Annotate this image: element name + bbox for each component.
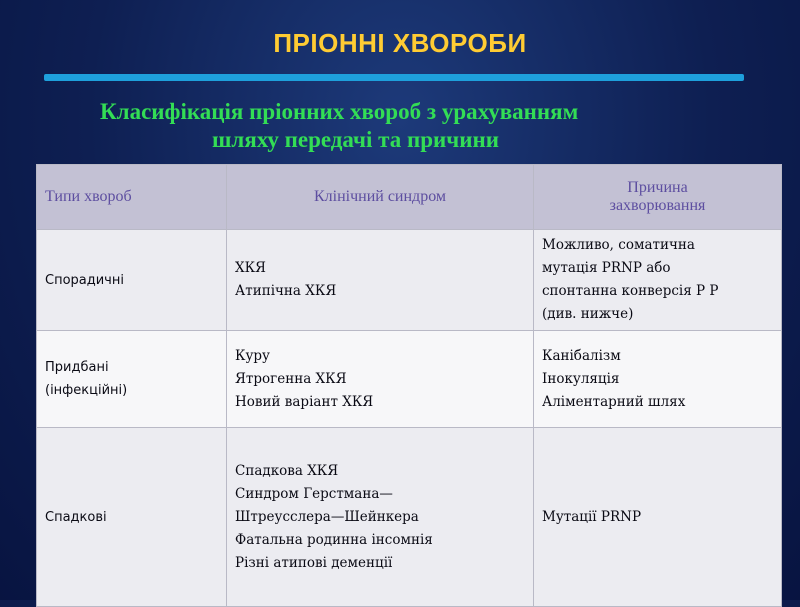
cell-line: (див. нижче) bbox=[542, 306, 634, 322]
cell-line: Новий варіант ХКЯ bbox=[235, 393, 374, 410]
classification-table bbox=[36, 164, 782, 607]
cell-line: (інфекційні) bbox=[45, 383, 128, 398]
cell-line: Можливо, соматична bbox=[542, 237, 695, 253]
cell-line: Ятрогенна ХКЯ bbox=[235, 370, 347, 387]
header-disease-types-label: Типи хвороб bbox=[45, 188, 132, 205]
table-row bbox=[37, 230, 782, 331]
cell-line: Придбані bbox=[45, 360, 109, 375]
table-header-row bbox=[37, 165, 782, 230]
header-cause-line-1: Причина bbox=[627, 179, 688, 196]
cell-cause bbox=[534, 331, 782, 428]
cell-line: Куру bbox=[235, 347, 270, 364]
cell-type bbox=[37, 331, 227, 428]
header-clinical-syndrome-label: Клінічний синдром bbox=[313, 188, 447, 205]
cell-syndrome bbox=[227, 230, 534, 331]
cell-line: Канібалізм bbox=[542, 347, 621, 364]
cell-line: Аліментарний шлях bbox=[542, 393, 686, 410]
cell-type bbox=[37, 428, 227, 607]
header-cause-line-2: захворювання bbox=[609, 197, 706, 214]
subtitle-line-2: шляху передачі та причини bbox=[212, 127, 499, 152]
cell-cause bbox=[534, 230, 782, 331]
cell-line: Атипічна ХКЯ bbox=[235, 283, 337, 299]
title-underline bbox=[44, 74, 744, 81]
cell-type bbox=[37, 230, 227, 331]
cell-line: Мутації PRNP bbox=[542, 508, 642, 525]
subtitle-line-1: Класифікація пріонних хвороб з урахуванням bbox=[100, 99, 579, 124]
cell-syndrome bbox=[227, 428, 534, 607]
cell-line: Спадкова ХКЯ bbox=[235, 462, 339, 479]
cell-line: мутація PRNP або bbox=[542, 260, 671, 276]
slide-title: ПРІОННІ ХВОРОБИ bbox=[273, 28, 527, 58]
cell-line: ХКЯ bbox=[235, 260, 266, 276]
cell-line: Інокуляція bbox=[542, 370, 620, 387]
cell-line: Штреусслера—Шейнкера bbox=[235, 508, 419, 525]
cell-line: Спадкові bbox=[45, 509, 107, 525]
cell-line: Фатальна родинна інсомнія bbox=[235, 531, 433, 548]
cell-line: спонтанна конверсія Р Р bbox=[542, 283, 719, 299]
table-row bbox=[37, 331, 782, 428]
table-row bbox=[37, 428, 782, 607]
header-cause bbox=[534, 165, 782, 230]
cell-cause bbox=[534, 428, 782, 607]
header-disease-types bbox=[37, 165, 227, 230]
cell-line: Різні атипові деменції bbox=[235, 554, 393, 571]
header-clinical-syndrome bbox=[227, 165, 534, 230]
cell-line: Спорадичні bbox=[45, 272, 124, 288]
cell-syndrome bbox=[227, 331, 534, 428]
cell-line: Синдром Герстмана— bbox=[235, 485, 393, 502]
slide-subtitle bbox=[100, 98, 760, 154]
